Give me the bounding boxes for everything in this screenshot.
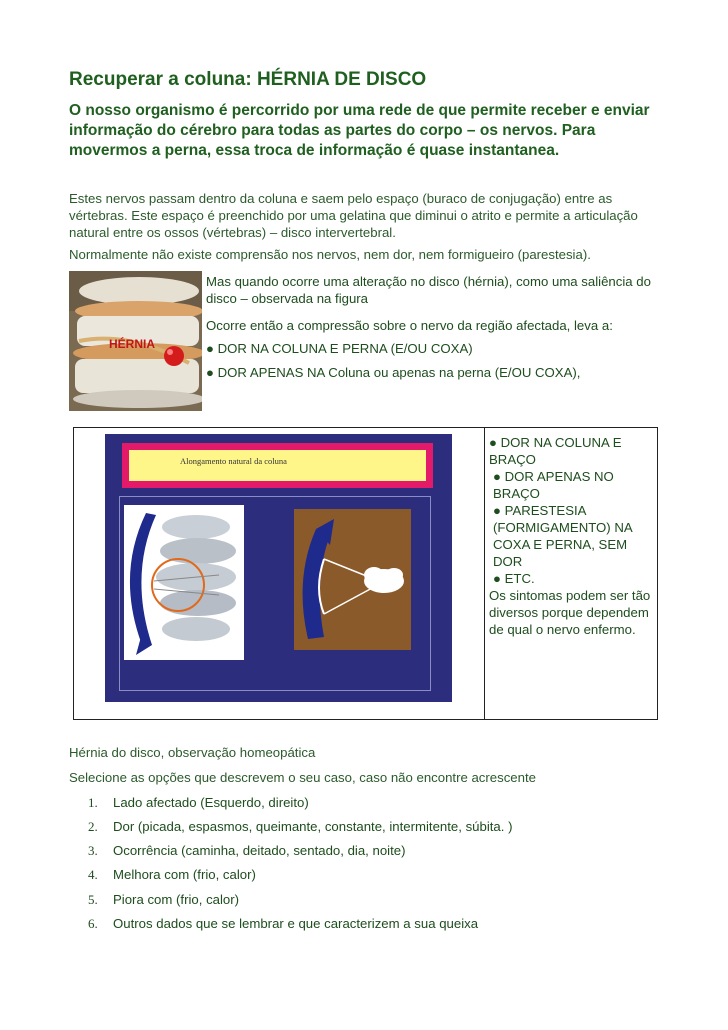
compression-text: Ocorre então a compressão sobre o nervo da região afectada, leva a: [206,318,613,333]
symptoms-explanation: Os sintomas podem ser tão diversos porque dependem de qual o nervo enfermo. [489,588,651,637]
hernia-label: HÉRNIA [109,337,156,351]
table-divider [484,427,485,720]
vertebrae-illustration [124,505,244,660]
intro-paragraph: Estes nervos passam dentro da coluna e saem pelo espaço (buraco de conjugação) entre as vértebras. Este espaço é preenchido por uma gelatina que diminui o atrito e permite a articulação natural entre os ossos (vértebras) – disco intervertebral. [69,191,638,240]
stretch-arc-illustration [294,509,411,650]
list-item [88,843,406,859]
list-item-text: Melhora com (frio, calor) [113,867,256,882]
page-title: Recuperar a coluna: HÉRNIA DE DISCO [69,69,427,90]
list-item-number: 6. [88,916,98,931]
list-item [88,892,239,908]
section-intro: Selecione as opções que descrevem o seu caso, caso não encontre acrescente [69,770,536,785]
list-item [88,795,309,811]
slide-vertebrae-panel [124,505,244,660]
arm-symptom-2: ● DOR APENAS NO BRAÇO [493,469,614,501]
list-item-text: Lado afectado (Esquerdo, direito) [113,795,309,810]
list-item-text: Dor (picada, espasmos, queimante, constante, intermitente, súbita. ) [113,819,513,834]
hernia-description: Mas quando ocorre uma alteração no disco (hérnia), como uma saliência do disco – observada na figura [206,274,651,306]
list-item-number: 2. [88,819,98,834]
slide-arc-panel [294,509,411,650]
symptom-bullet-1: ● DOR NA COLUNA E PERNA (E/OU COXA) [206,341,473,356]
slide-caption: Alongamento natural da coluna [180,456,287,466]
lead-paragraph: O nosso organismo é percorrido por uma rede de que permite receber e enviar informação do cérebro para todas as partes do corpo – os nervos. Para movermos a perna, essa troca de informação é quase instantanea. [69,102,650,159]
list-item [88,819,513,835]
section-heading: Hérnia do disco, observação homeopática [69,745,316,760]
arm-symptom-4: ● ETC. [493,571,535,586]
spine-hernia-photo [69,271,202,411]
list-item [88,916,478,932]
normal-state-paragraph: Normalmente não existe comprensão nos nervos, nem dor, nem formigueiro (parestesia). [69,247,591,262]
arm-symptom-3: ● PARESTESIA (FORMIGAMENTO) NA COXA E PERNA, SEM DOR [493,503,632,569]
list-item [88,867,256,883]
list-item-text: Ocorrência (caminha, deitado, sentado, dia, noite) [113,843,406,858]
list-item-text: Outros dados que se lembrar e que caracterizem a sua queixa [113,916,479,931]
symptom-bullet-2: ● DOR APENAS NA Coluna ou apenas na perna (E/OU COXA), [206,365,581,380]
arm-symptom-1: ● DOR NA COLUNA E BRAÇO [489,435,622,467]
list-item-number: 4. [88,867,98,882]
arm-symptoms-cell [489,434,654,638]
list-item-number: 5. [88,892,98,907]
list-item-text: Piora com (frio, calor) [113,892,240,907]
list-item-number: 1. [88,795,98,810]
list-item-number: 3. [88,843,98,858]
